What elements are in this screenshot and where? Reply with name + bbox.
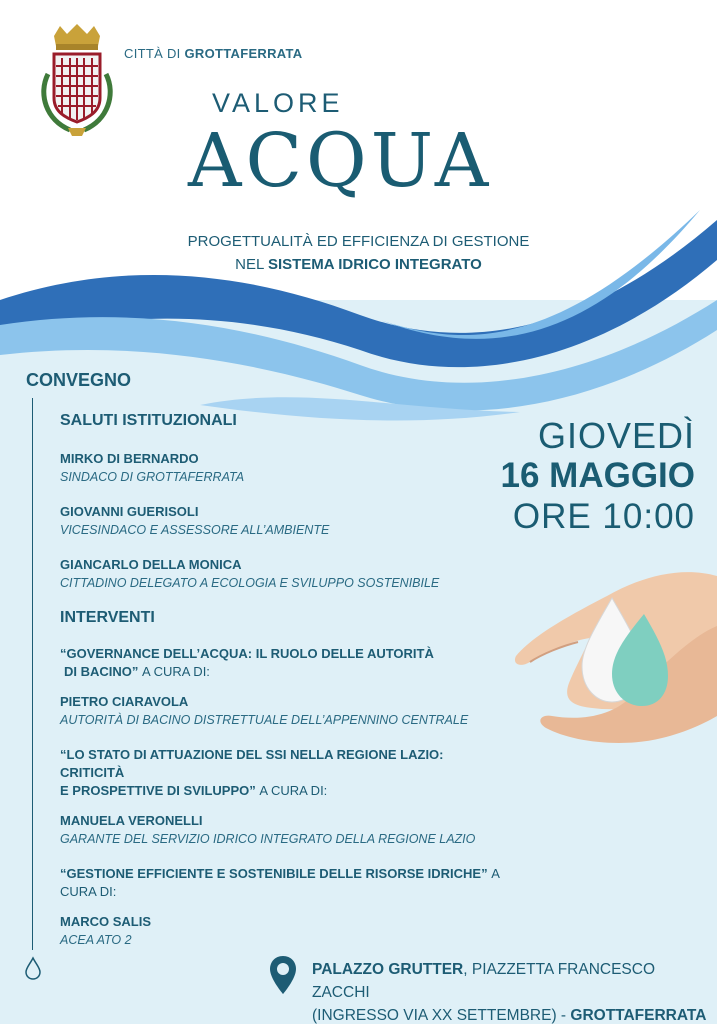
speaker-item: [60, 556, 500, 592]
speaker-name: GIANCARLO DELLA MONICA: [60, 557, 242, 572]
interventions-title: INTERVENTI: [60, 609, 155, 626]
talk-title: “GESTIONE EFFICIENTE E SOSTENIBILE DELLE RISORSE IDRICHE” A CURA DI:: [60, 866, 500, 899]
hands-holding-drop-illustration: [512, 556, 717, 752]
venue-info: [312, 958, 717, 1027]
subtitle: [0, 230, 717, 276]
speaker-name: MANUELA VERONELLI: [60, 813, 203, 828]
event-time: ORE 10:00: [512, 497, 695, 536]
speaker-role: VICESINDACO E ASSESSORE ALL’AMBIENTE: [60, 523, 330, 537]
venue-line-2: (INGRESSO VIA XX SETTEMBRE) - GROTTAFERRATA: [312, 1007, 707, 1024]
program-divider-line: [32, 398, 33, 950]
subtitle-line-1: PROGETTUALITÀ ED EFFICIENZA DI GESTIONE: [187, 233, 530, 250]
speaker-name: MARCO SALIS: [60, 914, 151, 929]
talk-speaker: [60, 812, 500, 848]
speaker-role: CITTADINO DELEGATO A ECOLOGIA E SVILUPPO SOSTENIBILE: [60, 576, 440, 590]
talk-title: “LO STATO DI ATTUAZIONE DEL SSI NELLA REGIONE LAZIO: CRITICITÀ E PROSPETTIVE DI SVILUPPO” A CURA DI:: [60, 747, 444, 798]
greetings-title: SALUTI ISTITUZIONALI: [60, 412, 237, 429]
title-small: VALORE: [212, 88, 344, 118]
speaker-name: GIOVANNI GUERISOLI: [60, 504, 199, 519]
talk-title: “GOVERNANCE DELL’ACQUA: IL RUOLO DELLE AUTORITÀ DI BACINO” A CURA DI:: [60, 646, 434, 679]
speaker-name: MIRKO DI BERNARDO: [60, 451, 199, 466]
subtitle-line-2: NEL SISTEMA IDRICO INTEGRATO: [235, 256, 482, 273]
speaker-role: ACEA ATO 2: [60, 933, 132, 947]
speaker-role: GARANTE DEL SERVIZIO IDRICO INTEGRATO DELLA REGIONE LAZIO: [60, 832, 476, 846]
venue-line-1: PALAZZO GRUTTER, PIAZZETTA FRANCESCO ZACCHI: [312, 961, 656, 1001]
event-day: GIOVEDÌ: [537, 415, 695, 456]
city-label: CITTÀ DI GROTTAFERRATA: [124, 46, 303, 61]
speaker-role: SINDACO DI GROTTAFERRATA: [60, 470, 245, 484]
program-heading: CONVEGNO: [26, 370, 132, 390]
talk-speaker: [60, 693, 500, 729]
speaker-name: PIETRO CIARAVOLA: [60, 694, 189, 709]
city-crest-icon: [34, 24, 120, 142]
speaker-role: AUTORITÀ DI BACINO DISTRETTUALE DELL’APPENNINO CENTRALE: [60, 713, 469, 727]
program-list: [60, 412, 500, 966]
talk-speaker: [60, 913, 500, 949]
title-main: ACQUA: [188, 118, 493, 204]
water-drop-icon: [24, 956, 42, 980]
location-pin-icon: [268, 954, 298, 996]
event-date: [501, 416, 695, 538]
speaker-item: [60, 503, 500, 539]
speaker-item: [60, 450, 500, 486]
event-date-value: 16 MAGGIO: [500, 456, 695, 495]
